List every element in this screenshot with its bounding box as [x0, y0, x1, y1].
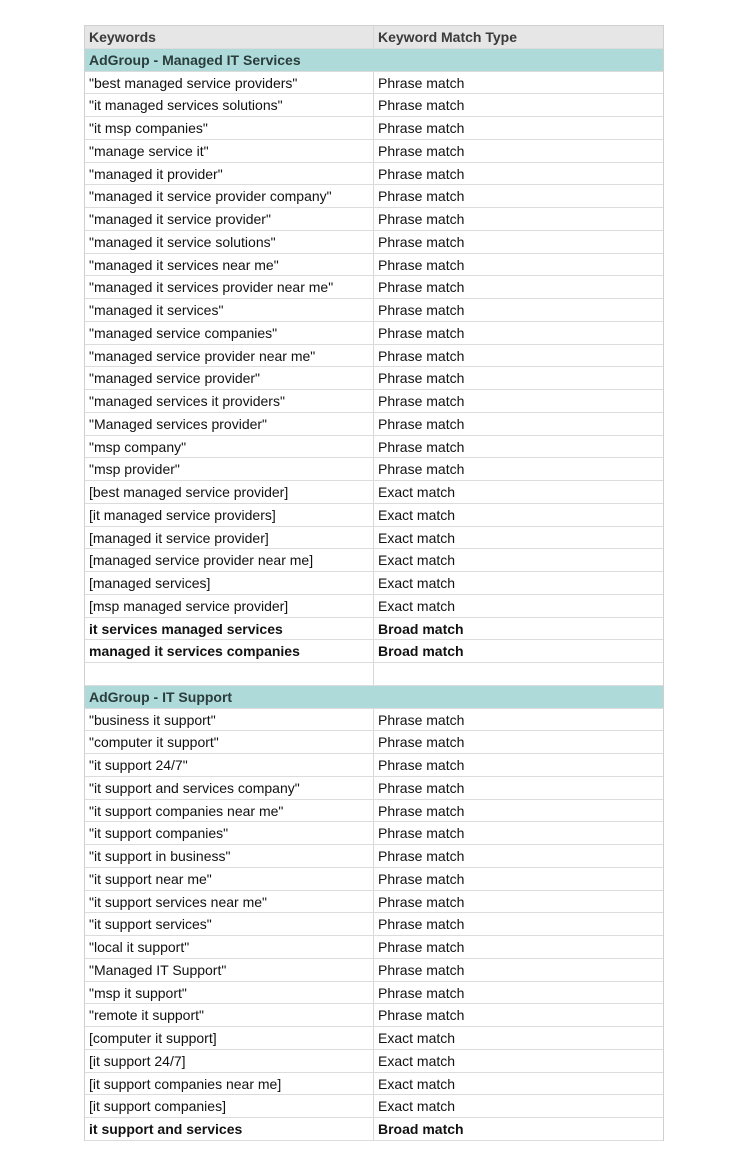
match-type-cell[interactable]: Exact match: [378, 484, 456, 500]
match-type-cell[interactable]: Phrase match: [378, 324, 465, 341]
match-type-cell[interactable]: Phrase match: [378, 825, 465, 842]
match-type-cell[interactable]: Phrase match: [378, 120, 465, 136]
spacer-row[interactable]: [85, 663, 663, 686]
table-row: [85, 345, 663, 368]
match-type-cell[interactable]: Phrase match: [378, 74, 465, 91]
keyword-cell[interactable]: "it support near me": [85, 868, 374, 890]
header-keywords[interactable]: Keywords: [85, 26, 374, 48]
keyword-cell[interactable]: "business it support": [85, 709, 374, 731]
keyword-cell[interactable]: [it support 24/7]: [85, 1050, 374, 1072]
keyword-cell[interactable]: "Managed IT Support": [85, 959, 374, 981]
match-type-cell[interactable]: Exact match: [378, 1052, 456, 1069]
keyword-cell[interactable]: "msp provider": [85, 458, 374, 480]
match-type-cell[interactable]: Phrase match: [378, 165, 465, 182]
table-row: [85, 754, 663, 777]
empty-cell[interactable]: [374, 663, 661, 685]
match-type-cell[interactable]: Phrase match: [378, 734, 465, 751]
keyword-cell[interactable]: "it support services near me": [85, 891, 374, 913]
keyword-cell[interactable]: "managed service provider near me": [85, 345, 374, 367]
table-row: [85, 254, 663, 277]
keyword-cell[interactable]: [computer it support]: [85, 1027, 374, 1049]
keyword-cell[interactable]: "it support services": [85, 913, 374, 935]
match-type-cell[interactable]: Exact match: [378, 1030, 456, 1046]
keyword-cell[interactable]: "it support in business": [85, 845, 374, 867]
keyword-cell[interactable]: [it support companies near me]: [85, 1073, 374, 1095]
table-row: [85, 800, 663, 823]
keyword-cell[interactable]: "it support 24/7": [85, 754, 374, 776]
keyword-table: [84, 25, 664, 1141]
match-type-cell[interactable]: Phrase match: [378, 347, 465, 364]
table-row: [85, 208, 663, 231]
table-row: [85, 982, 663, 1005]
match-type-cell[interactable]: Phrase match: [378, 461, 465, 478]
table-row: [85, 231, 663, 254]
adgroup-header-row: [85, 49, 663, 72]
table-row: [85, 1073, 663, 1096]
match-type-cell[interactable]: Phrase match: [378, 961, 465, 978]
table-row: [85, 299, 663, 322]
table-row: [85, 367, 663, 390]
table-row: [85, 936, 663, 959]
match-type-cell[interactable]: Broad match: [378, 1121, 464, 1137]
keyword-cell[interactable]: "it support companies": [85, 822, 374, 844]
match-type-cell[interactable]: Phrase match: [378, 256, 465, 273]
table-body: [85, 49, 663, 1141]
match-type-cell[interactable]: Phrase match: [378, 893, 465, 910]
match-type-cell[interactable]: Phrase match: [378, 757, 465, 773]
match-type-cell[interactable]: Exact match: [378, 575, 456, 591]
match-type-cell[interactable]: Broad match: [378, 620, 464, 637]
table-row: [85, 549, 663, 572]
table-header-row: [85, 26, 663, 49]
table-row: [85, 72, 663, 95]
match-type-cell[interactable]: Phrase match: [378, 916, 465, 933]
match-type-cell[interactable]: Phrase match: [378, 97, 465, 114]
keyword-cell[interactable]: "it msp companies": [85, 117, 374, 139]
keyword-cell[interactable]: "managed it service provider company": [85, 185, 374, 207]
match-type-cell[interactable]: Phrase match: [378, 870, 465, 887]
table-row: [85, 913, 663, 936]
match-type-cell[interactable]: Exact match: [378, 1098, 456, 1115]
table-row: [85, 1050, 663, 1073]
keyword-cell[interactable]: "managed it services near me": [85, 254, 374, 276]
table-row: [85, 822, 663, 845]
table-row: [85, 185, 663, 208]
header-match-type[interactable]: Keyword Match Type: [378, 29, 517, 45]
adgroup-title[interactable]: AdGroup - Managed IT Services: [89, 51, 301, 68]
keyword-cell[interactable]: "manage service it": [85, 140, 374, 162]
match-type-cell[interactable]: Exact match: [378, 1075, 456, 1092]
keyword-cell[interactable]: [it support companies]: [85, 1095, 374, 1117]
match-type-cell[interactable]: Phrase match: [378, 711, 465, 728]
table-row: [85, 618, 663, 641]
empty-cell[interactable]: [85, 663, 374, 685]
table-row: [85, 390, 663, 413]
keyword-cell[interactable]: [best managed service provider]: [85, 481, 374, 503]
match-type-cell[interactable]: Phrase match: [378, 415, 465, 432]
keyword-cell[interactable]: "msp it support": [85, 982, 374, 1004]
keyword-cell[interactable]: "best managed service providers": [85, 72, 374, 94]
table-row: [85, 709, 663, 732]
keyword-cell[interactable]: it support and services: [85, 1118, 374, 1140]
keyword-cell[interactable]: "managed service provider": [85, 367, 374, 389]
match-type-cell[interactable]: Phrase match: [378, 438, 465, 455]
table-row: [85, 1004, 663, 1027]
table-row: [85, 868, 663, 891]
match-type-cell[interactable]: Phrase match: [378, 188, 465, 205]
match-type-cell[interactable]: Broad match: [378, 643, 464, 660]
keyword-cell[interactable]: "it support companies near me": [85, 800, 374, 822]
table-row: [85, 891, 663, 914]
table-row: [85, 777, 663, 800]
keyword-cell[interactable]: "it managed services solutions": [85, 94, 374, 116]
keyword-cell[interactable]: "managed service companies": [85, 322, 374, 344]
table-row: [85, 527, 663, 550]
keyword-cell[interactable]: [it managed service providers]: [85, 504, 374, 526]
table-row: [85, 117, 663, 140]
keyword-cell[interactable]: "remote it support": [85, 1004, 374, 1026]
keyword-cell[interactable]: "managed it services": [85, 299, 374, 321]
table-row: [85, 1027, 663, 1050]
table-row: [85, 845, 663, 868]
keyword-cell[interactable]: [managed services]: [85, 572, 374, 594]
match-type-cell[interactable]: Exact match: [378, 597, 456, 614]
keyword-cell[interactable]: "managed it services provider near me": [85, 276, 374, 298]
table-row: [85, 276, 663, 299]
match-type-cell[interactable]: Phrase match: [378, 211, 465, 227]
keyword-cell[interactable]: "it support and services company": [85, 777, 374, 799]
table-row: [85, 481, 663, 504]
match-type-cell[interactable]: Phrase match: [378, 802, 465, 819]
table-row: [85, 436, 663, 459]
keyword-cell[interactable]: [managed it service provider]: [85, 527, 374, 549]
keyword-cell[interactable]: "computer it support": [85, 731, 374, 753]
table-row: [85, 163, 663, 186]
table-row: [85, 959, 663, 982]
table-row: [85, 1118, 663, 1141]
adgroup-header-row: [85, 686, 663, 709]
table-row: [85, 572, 663, 595]
keyword-cell[interactable]: [msp managed service provider]: [85, 595, 374, 617]
keyword-cell[interactable]: "local it support": [85, 936, 374, 958]
keyword-cell[interactable]: "msp company": [85, 436, 374, 458]
table-row: [85, 595, 663, 618]
match-type-cell[interactable]: Phrase match: [378, 233, 465, 250]
match-type-cell[interactable]: Exact match: [378, 552, 456, 569]
adgroup-title[interactable]: AdGroup - IT Support: [89, 688, 233, 705]
table-row: [85, 640, 663, 663]
keyword-cell[interactable]: [managed service provider near me]: [85, 549, 374, 571]
table-row: [85, 413, 663, 436]
match-type-cell[interactable]: Phrase match: [378, 142, 465, 159]
table-row: [85, 458, 663, 481]
match-type-cell[interactable]: Phrase match: [378, 370, 465, 387]
table-row: [85, 504, 663, 527]
match-type-cell[interactable]: Exact match: [378, 506, 456, 523]
match-type-cell[interactable]: Phrase match: [378, 984, 465, 1001]
match-type-cell[interactable]: Phrase match: [378, 279, 465, 296]
keyword-cell[interactable]: "managed it service solutions": [85, 231, 374, 253]
table-row: [85, 140, 663, 163]
table-row: [85, 1095, 663, 1118]
keyword-cell[interactable]: "managed it provider": [85, 163, 374, 185]
table-row: [85, 731, 663, 754]
match-type-cell[interactable]: Exact match: [378, 529, 456, 546]
keyword-cell[interactable]: "managed it service provider": [85, 208, 374, 230]
match-type-cell[interactable]: Phrase match: [378, 939, 465, 955]
keyword-cell[interactable]: "managed services it providers": [85, 390, 374, 412]
match-type-cell[interactable]: Phrase match: [378, 848, 465, 864]
keyword-cell[interactable]: "Managed services provider": [85, 413, 374, 435]
table-row: [85, 94, 663, 117]
match-type-cell[interactable]: Phrase match: [378, 302, 465, 318]
match-type-cell[interactable]: Phrase match: [378, 1007, 465, 1024]
match-type-cell[interactable]: Phrase match: [378, 393, 465, 409]
match-type-cell[interactable]: Phrase match: [378, 779, 465, 796]
keyword-cell[interactable]: managed it services companies: [85, 640, 374, 662]
keyword-cell[interactable]: it services managed services: [85, 618, 374, 640]
table-row: [85, 322, 663, 345]
